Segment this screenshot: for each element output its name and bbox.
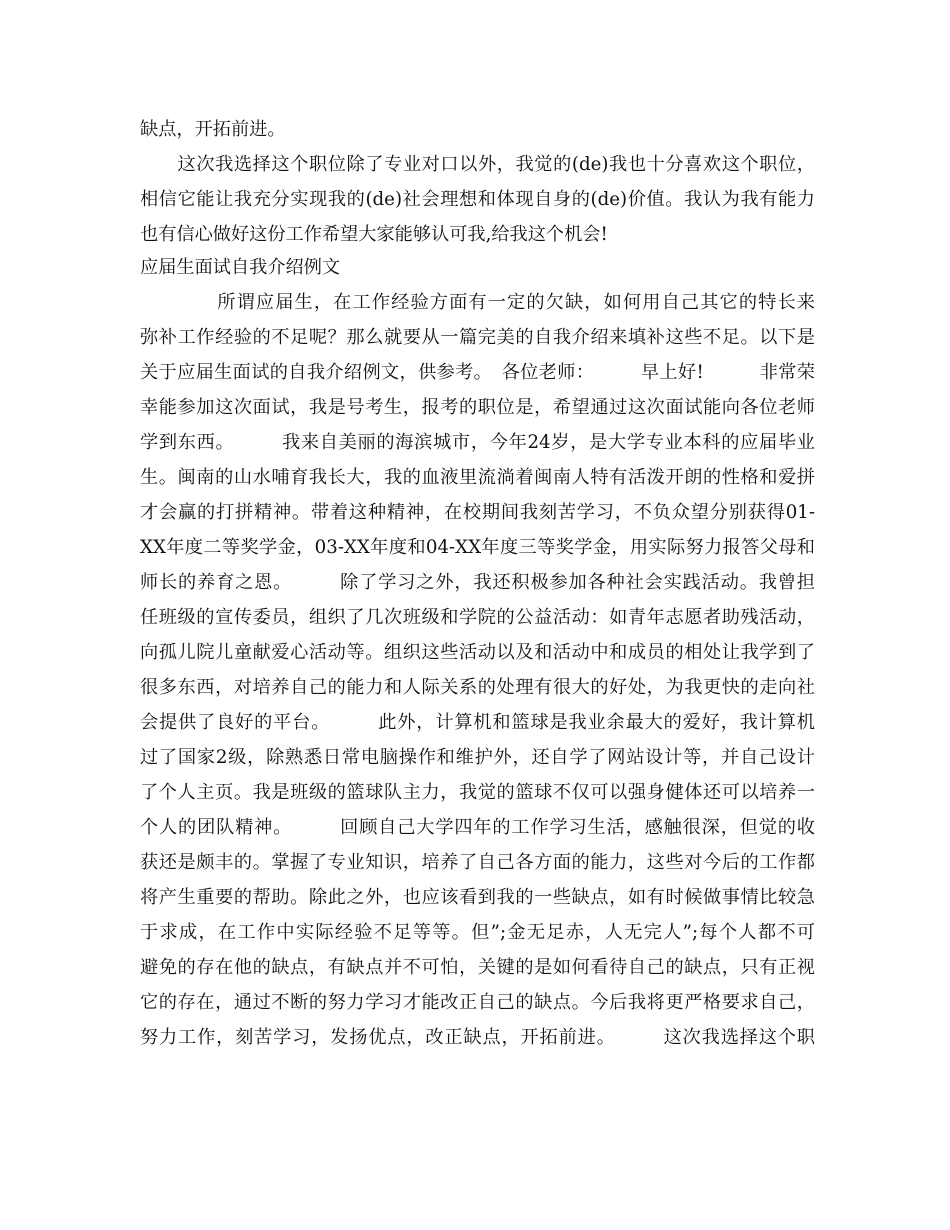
text-line: 这次我选择这个职位除了专业对口以外，我觉的(de)我也十分喜欢这个职位， [140, 154, 815, 175]
text-line: 任班级的宣传委员，组织了几次班级和学院的公益活动：如青年志愿者助残活动， [140, 607, 815, 628]
text-line: 学到东西。 我来自美丽的海滨城市，今年24岁，是大学专业本科的应届毕业 [140, 432, 815, 453]
text-line: 向孤儿院儿童献爱心活动等。组织这些活动以及和活动中和成员的相处让我学到了 [140, 642, 815, 663]
text-line: 会提供了良好的平台。 此外，计算机和篮球是我业余最大的爱好，我计算机 [140, 712, 815, 733]
text-line: 于求成，在工作中实际经验不足等等。但”;金无足赤，人无完人”;每个人都不可 [140, 922, 815, 943]
text-line: 所谓应届生，在工作经验方面有一定的欠缺，如何用自己其它的特长来 [140, 292, 815, 313]
text-line: 关于应届生面试的自我介绍例文，供参考。 各位老师： 早上好! 非常荣 [140, 362, 815, 383]
text-line: 师长的养育之恩。 除了学习之外，我还积极参加各种社会实践活动。我曾担 [140, 572, 815, 593]
text-line: 幸能参加这次面试，我是号考生，报考的职位是，希望通过这次面试能向各位老师 [140, 397, 815, 418]
text-line: 获还是颇丰的。掌握了专业知识，培养了自己各方面的能力，这些对今后的工作都 [140, 852, 815, 873]
section-heading: 应届生面试自我介绍例文 [140, 257, 341, 278]
text-line: 它的存在，通过不断的努力学习才能改正自己的缺点。今后我将更严格要求自己， [140, 992, 815, 1013]
text-line: 相信它能让我充分实现我的(de)社会理想和体现自身的(de)价值。我认为我有能力 [140, 189, 815, 210]
text-line: 生。闽南的山水哺育我长大，我的血液里流淌着闽南人特有活泼开朗的性格和爱拼 [140, 467, 815, 488]
text-line: 过了国家2级，除熟悉日常电脑操作和维护外，还自学了网站设计等，并自己设计 [140, 747, 815, 768]
text-line: 将产生重要的帮助。除此之外，也应该看到我的一些缺点，如有时候做事情比较急 [140, 887, 815, 908]
text-line: 很多东西，对培养自己的能力和人际关系的处理有很大的好处，为我更快的走向社 [140, 677, 815, 698]
text-line: 个人的团队精神。 回顾自己大学四年的工作学习生活，感触很深，但觉的收 [140, 817, 815, 838]
text-line: 才会赢的打拼精神。带着这种精神，在校期间我刻苦学习，不负众望分别获得01- [140, 502, 815, 523]
text-line: 了个人主页。我是班级的篮球队主力，我觉的篮球不仅可以强身健体还可以培养一 [140, 782, 815, 803]
text-line: 避免的存在他的缺点，有缺点并不可怕，关键的是如何看待自己的缺点，只有正视 [140, 957, 815, 978]
text-line: 努力工作，刻苦学习，发扬优点，改正缺点，开拓前进。 这次我选择这个职 [140, 1027, 815, 1048]
text-line: 也有信心做好这份工作希望大家能够认可我,给我这个机会! [140, 224, 608, 245]
text-line: XX年度二等奖学金，03-XX年度和04-XX年度三等奖学金，用实际努力报答父母和 [140, 537, 815, 558]
text-line: 缺点，开拓前进。 [140, 119, 286, 140]
text-line: 弥补工作经验的不足呢？那么就要从一篇完美的自我介绍来填补这些不足。以下是 [140, 327, 815, 348]
